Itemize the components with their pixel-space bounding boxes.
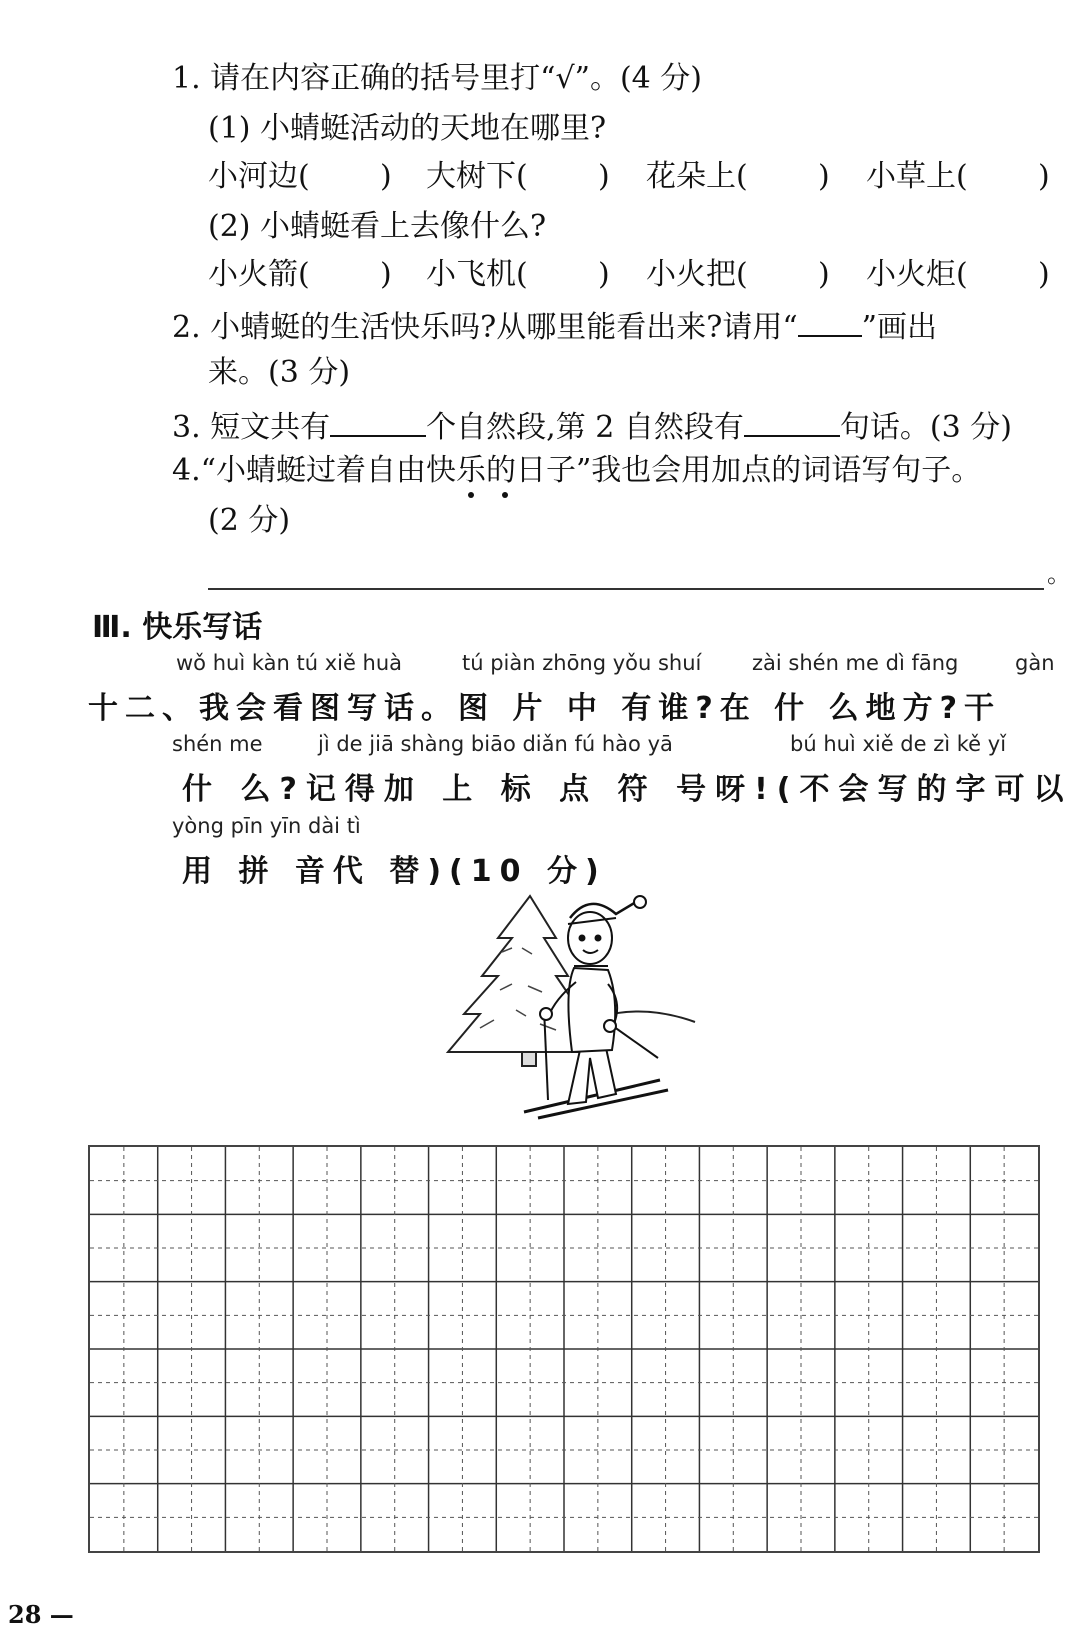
question-2-line2: 来。(3 分)	[208, 355, 351, 390]
sentence-count-blank[interactable]	[744, 407, 840, 437]
task-title-line3: 用 拼 音代 替)(10 分)	[182, 854, 607, 889]
question-1: 1. 请在内容正确的括号里打“√”。(4 分)	[172, 61, 702, 96]
close-paren: )	[1038, 257, 1050, 292]
pinyin-line1-b: tú piàn zhōng yǒu shuí	[462, 651, 702, 675]
page-number: 28 —	[8, 1600, 74, 1629]
close-paren: )	[818, 257, 830, 292]
close-paren: )	[1038, 159, 1050, 194]
pinyin-line2-b: jì de jiā shàng biāo diǎn fú hào yā	[318, 732, 673, 756]
writing-grid[interactable]	[88, 1145, 1040, 1553]
close-paren: )	[598, 159, 610, 194]
section-heading: Ⅲ. 快乐写话	[92, 610, 263, 645]
pinyin-line1-c: zài shén me dì fāng	[752, 651, 959, 675]
task-title-line1: 十二、我会看图写话。图 片 中 有谁?在 什 么地方?干	[88, 691, 1002, 726]
skier-illustration	[440, 890, 710, 1130]
pinyin-line2-c: bú huì xiě de zì kě yǐ	[790, 732, 1007, 756]
paragraph-count-blank[interactable]	[330, 407, 426, 437]
option-3[interactable]: 小火把(	[646, 257, 748, 292]
close-paren: )	[380, 257, 392, 292]
close-paren: )	[818, 159, 830, 194]
close-paren: )	[380, 159, 392, 194]
option-1[interactable]: 小河边(	[208, 159, 310, 194]
option-3[interactable]: 花朵上(	[646, 159, 748, 194]
question-1-sub1-prompt: (1) 小蜻蜓活动的天地在哪里?	[208, 111, 607, 146]
pinyin-line1-a: wǒ huì kàn tú xiě huà	[176, 651, 403, 675]
pinyin-line3: yòng pīn yīn dài tì	[172, 814, 361, 838]
pinyin-line2-a: shén me	[172, 732, 263, 756]
option-4[interactable]: 小草上(	[866, 159, 968, 194]
option-1[interactable]: 小火箭(	[208, 257, 310, 292]
question-3: 3. 短文共有 个自然段,第 2 自然段有 句话。(3 分)	[172, 407, 1012, 443]
question-2-line1: 2. 小蜻蜓的生活快乐吗?从哪里能看出来?请用“ ”画出	[172, 310, 938, 345]
option-4[interactable]: 小火炬(	[866, 257, 968, 292]
end-mark: 。	[1047, 560, 1071, 588]
emphasis-dot	[502, 492, 508, 498]
question-4-line1: 4.“小蜻蜓过着自由快乐的日子”我也会用加点的词语写句子。	[172, 453, 982, 488]
question-4-line2: (2 分)	[208, 503, 291, 538]
close-paren: )	[598, 257, 610, 292]
option-2[interactable]: 大树下(	[426, 159, 528, 194]
question-1-sub2-prompt: (2) 小蜻蜓看上去像什么?	[208, 209, 547, 244]
answer-line[interactable]	[208, 588, 1044, 590]
option-2[interactable]: 小飞机(	[426, 257, 528, 292]
pinyin-line1-d: gàn	[1015, 651, 1055, 675]
underline-sample-blank	[798, 309, 862, 337]
task-title-line2: 什 么?记得加 上 标 点 符 号呀!(不会写的字可以	[182, 772, 1073, 807]
emphasis-dot	[468, 492, 474, 498]
writing-grid-lines	[90, 1147, 1038, 1551]
